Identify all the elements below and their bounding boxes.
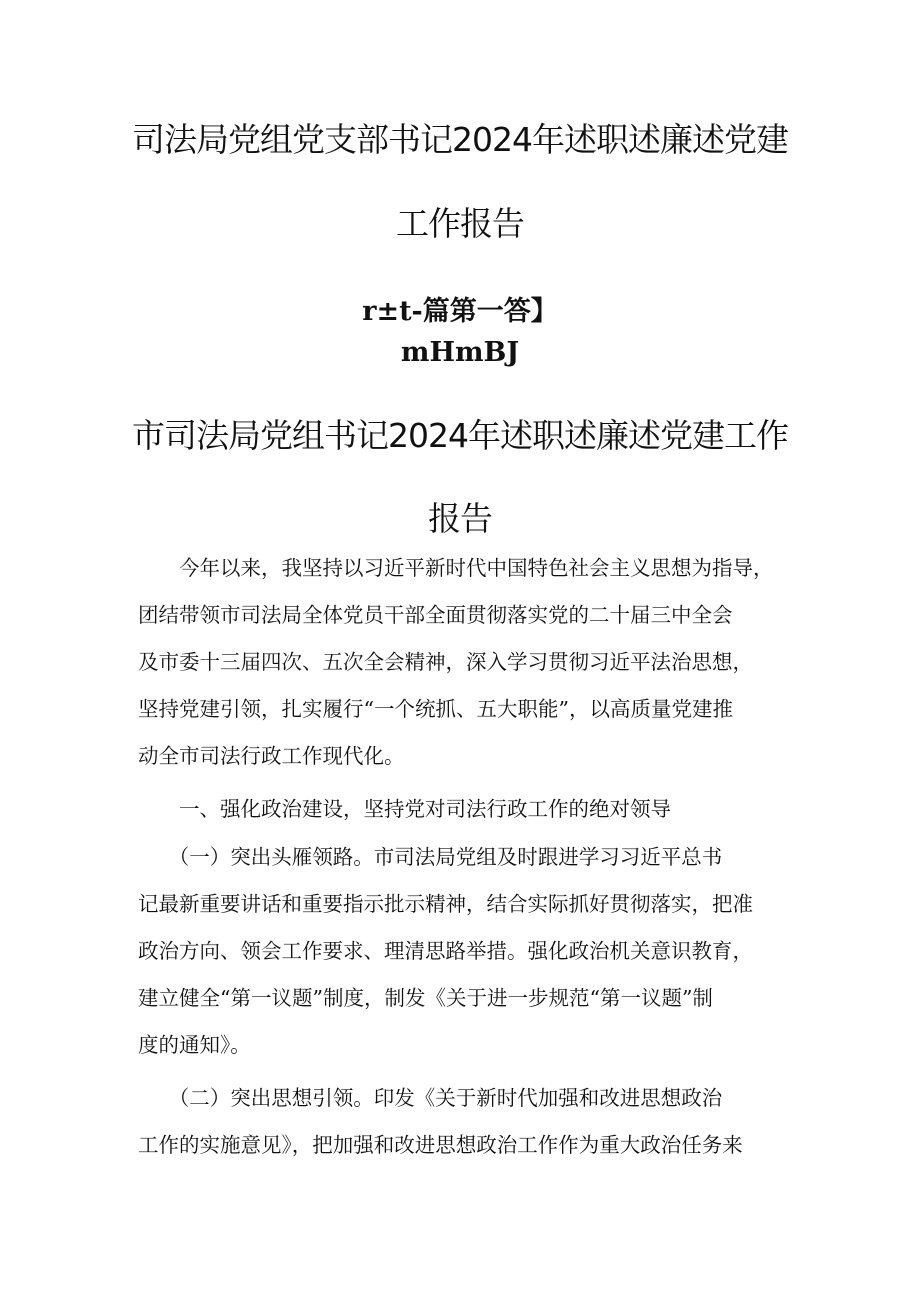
- section-heading-1: [138, 786, 788, 833]
- report-title-line-1: 市司法局党组书记2024年述职述廉述党建工作: [132, 416, 788, 455]
- body-paragraph-subsection-1: [138, 834, 788, 1069]
- body-paragraph-subsection-2: [138, 1075, 788, 1169]
- text-line: 及市委十三届四次、五次全会精神，深入学习贯彻习近平法治思想，: [138, 650, 753, 674]
- text-line: 记最新重要讲话和重要指示批示精神，结合实际抓好贯彻落实，把准: [138, 892, 753, 916]
- report-title-line-2: 报告: [428, 499, 492, 538]
- document-title-line-1: 司法局党组党支部书记2024年述职述廉述党建: [132, 120, 788, 159]
- text-line: 建立健全“第一议题”制度，制发《关于进一步规范“第一议题”制: [138, 986, 713, 1010]
- text-line: 团结带领市司法局全体党员干部全面贯彻落实党的二十届三中全会: [138, 603, 733, 627]
- text-line: 动全市司法行政工作现代化。: [138, 744, 405, 768]
- text-line: 政治方向、领会工作要求、理清思路举措。强化政治机关意识教育，: [138, 939, 753, 963]
- section-heading: r±t-篇第一答】: [362, 296, 558, 327]
- text-line: 工作的实施意见》，把加强和改进思想政治工作作为重大政治任务来: [138, 1133, 743, 1157]
- text-line: （一）突出头雁领路。市司法局党组及时跟进学习习近平总书: [138, 845, 723, 869]
- text-line: （二）突出思想引领。印发《关于新时代加强和改进思想政治: [138, 1086, 723, 1110]
- text-line: 坚持党建引领，扎实履行“一个统抓、五大职能”，以高质量党建推: [138, 697, 733, 721]
- section-heading-code: mHmBJ: [400, 337, 520, 368]
- body-paragraph-intro: [138, 545, 788, 780]
- document-title-line-2: 工作报告: [396, 204, 524, 243]
- text-line: 一、强化政治建设，坚持党对司法行政工作的绝对领导: [138, 797, 671, 821]
- text-line: 度的通知》。: [138, 1033, 251, 1057]
- text-line: 今年以来，我坚持以习近平新时代中国特色社会主义思想为指导，: [138, 556, 774, 580]
